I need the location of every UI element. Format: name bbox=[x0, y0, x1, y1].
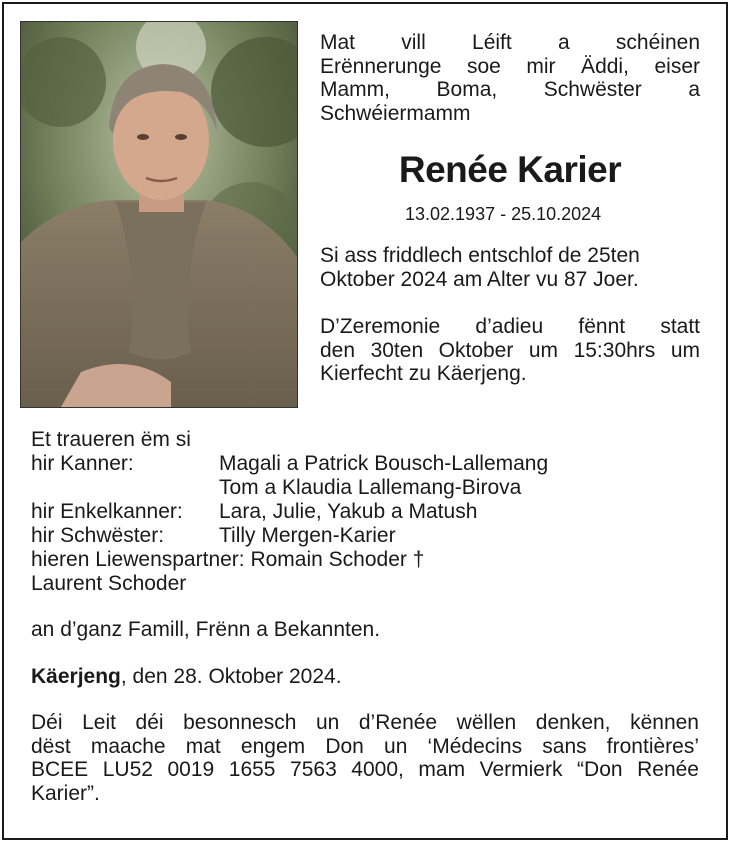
passing-text bbox=[320, 244, 700, 291]
mourner-value: Lara, Julie, Yakub a Matush bbox=[219, 500, 478, 523]
donation-line: BCEE LU52 0019 1655 7563 4000, mam Vermierk “Don Renée bbox=[31, 758, 699, 781]
donation-line: Déi Leit déi besonnesch un d’Renée wëllen denken, kënnen bbox=[31, 711, 699, 734]
mourner-row bbox=[31, 476, 548, 500]
intro-line: Mamm, Boma, Schwëster a bbox=[320, 78, 700, 101]
deceased-name: Renée Karier bbox=[398, 149, 622, 190]
mourner-value: Tilly Mergen-Karier bbox=[219, 524, 396, 547]
ceremony-line: D’Zeremonie d’adieu fënnt statt bbox=[320, 315, 700, 338]
life-dates: 13.02.1937 - 25.10.2024 bbox=[405, 204, 602, 224]
mourner-label: hir Schwëster: bbox=[31, 524, 165, 547]
mourner-value: Magali a Patrick Bousch-Lallemang bbox=[219, 452, 549, 475]
closing-line: an d’ganz Famill, Frënn a Bekannten. bbox=[31, 618, 381, 641]
donation-text bbox=[31, 711, 699, 805]
intro-line: Schwéiermamm bbox=[320, 101, 471, 125]
donation-line: Karier”. bbox=[31, 781, 100, 805]
mourners-list bbox=[31, 428, 548, 596]
portrait-photo bbox=[20, 21, 298, 408]
passing-line: Si ass friddlech entschlof de 25ten bbox=[320, 244, 640, 267]
mourner-label bbox=[31, 476, 219, 500]
passing-line: Oktober 2024 am Alter vu 87 Joer. bbox=[320, 267, 639, 291]
mourners-heading: Et traueren ëm si bbox=[31, 428, 191, 451]
mourner-label: hir Kanner: bbox=[31, 452, 134, 475]
ceremony-line: Kierfecht zu Käerjeng. bbox=[320, 362, 527, 385]
mourner-label: hir Enkelkanner: bbox=[31, 500, 183, 523]
mourner-row bbox=[31, 500, 548, 524]
ceremony-line: den 30ten Oktober um 15:30hrs um bbox=[320, 338, 700, 362]
intro-text bbox=[320, 31, 700, 125]
place-date-line bbox=[31, 665, 342, 689]
donation-line: dëst maache mat engem Don un ‘Médecins sans frontières’ bbox=[31, 734, 699, 758]
place-town: Käerjeng bbox=[31, 665, 121, 688]
mourner-row bbox=[31, 452, 548, 476]
mourner-value: Tom a Klaudia Lallemang-Birova bbox=[219, 476, 522, 499]
ceremony-text bbox=[320, 315, 700, 386]
intro-line: Mat vill Léift a schéinen bbox=[320, 31, 700, 54]
mourner-row bbox=[31, 524, 548, 548]
intro-line: Erënnerunge soe mir Äddi, eiser bbox=[320, 54, 700, 78]
place-date: , den 28. Oktober 2024. bbox=[120, 665, 342, 688]
partner-line: hieren Liewenspartner: Romain Schoder † bbox=[31, 548, 425, 571]
extra-mourner: Laurent Schoder bbox=[31, 572, 187, 595]
